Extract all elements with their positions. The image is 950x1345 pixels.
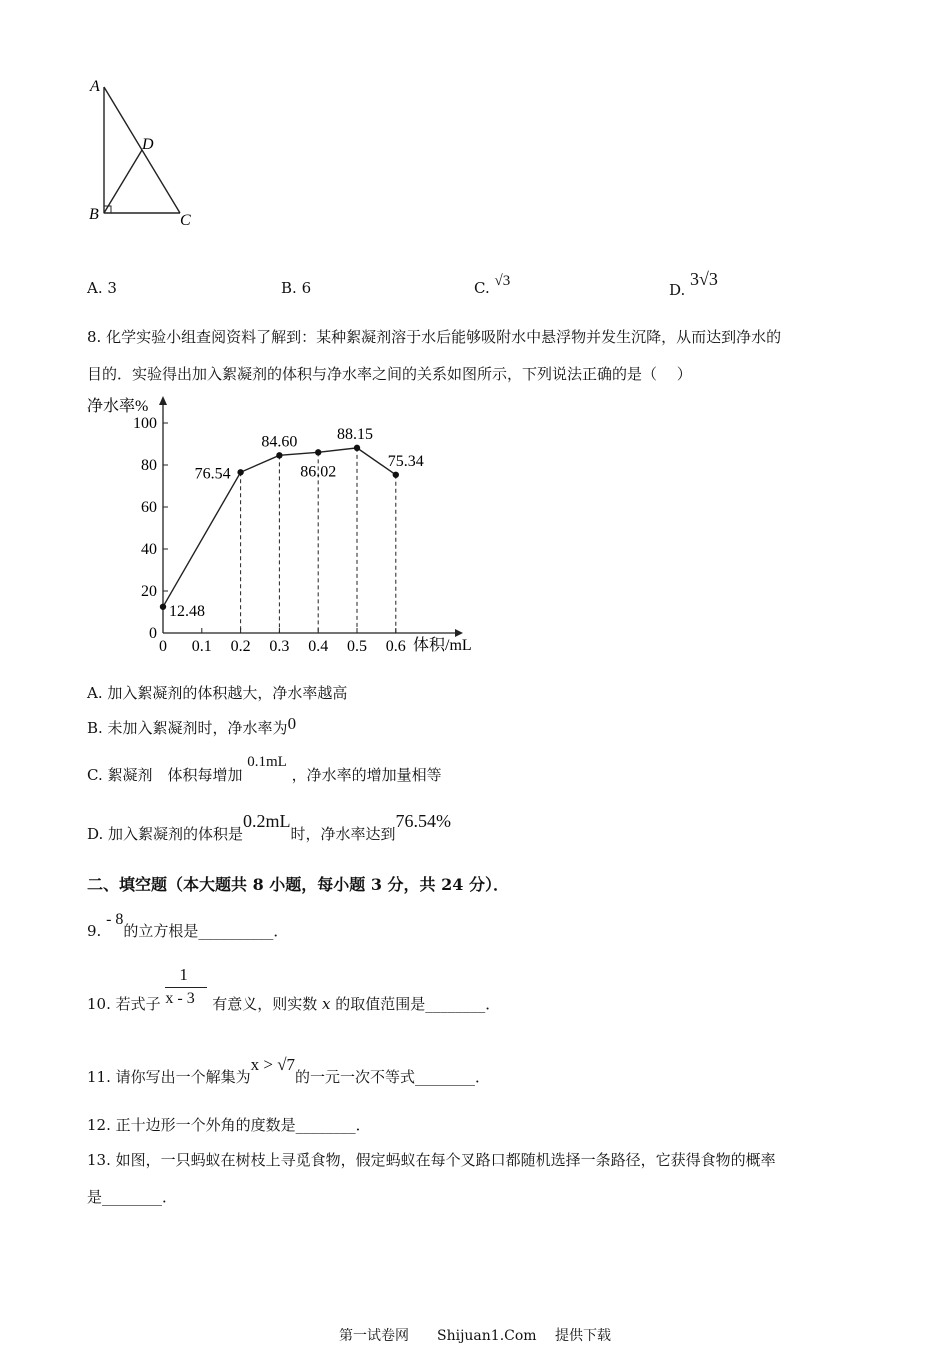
q7-option-a	[87, 279, 117, 297]
x-tick-label: 0.1	[191, 638, 212, 655]
variable: x	[321, 995, 331, 1013]
option-math: 76.54%	[395, 811, 452, 831]
data-label: 84.60	[261, 433, 298, 451]
x-tick-label: 0.5	[347, 638, 367, 655]
q13-line2: 是________．	[87, 1188, 178, 1206]
option-text: C. 絮凝剂 体积每增加	[87, 766, 243, 784]
option-math: 0.1mL	[247, 754, 287, 770]
q7-option-c	[474, 273, 511, 298]
data-label: 88.15	[337, 425, 373, 443]
option-text: B. 未加入絮凝剂时，净水率为	[87, 719, 288, 737]
y-tick-label: 0	[149, 625, 157, 642]
option-text: D. 加入絮凝剂的体积是	[87, 825, 244, 843]
y-axis-arrow-icon	[159, 396, 167, 405]
y-axis-label: 净水率%	[87, 398, 149, 415]
data-point	[160, 604, 166, 610]
option-text: ，净水率的增加量相等	[291, 766, 442, 784]
q8-option-d	[87, 811, 452, 844]
option-math: √3	[494, 273, 511, 289]
q9-math: - 8	[106, 911, 124, 928]
data-point	[393, 472, 399, 478]
q11-math: x > √7	[250, 1055, 296, 1074]
q8-option-a: A. 加入絮凝剂的体积越大，净水率越高	[87, 684, 348, 702]
fraction	[165, 965, 207, 1009]
q8-stem-line1: 8. 化学实验小组查阅资料了解到：某种絮凝剂溶于水后能够吸附水中悬浮物并发生沉降，从而达到净水的	[87, 328, 782, 346]
x-axis-label: 体积/mL	[413, 637, 472, 654]
q8-option-b	[87, 714, 297, 738]
vertex-label-d: D	[142, 136, 154, 153]
x-tick-label: 0.3	[269, 638, 290, 655]
option-value: 6	[301, 279, 312, 297]
fraction-numerator: 1	[179, 965, 188, 984]
y-tick-label: 100	[133, 415, 157, 432]
option-letter: A.	[87, 279, 103, 297]
question-text: 10. 若式子	[87, 995, 161, 1013]
data-point	[276, 452, 282, 458]
water-purification-chart	[85, 393, 485, 658]
y-tick-label: 20	[141, 583, 157, 600]
footer: 第一试卷网 Shijuan1.Com 提供下载	[338, 1328, 612, 1344]
vertex-label-c: C	[180, 212, 191, 229]
y-tick-label: 80	[141, 457, 157, 474]
data-label: 86.02	[300, 463, 337, 481]
fraction-bar	[165, 987, 207, 988]
q13-line1: 13. 如图，一只蚂蚁在树枝上寻觅食物，假定蚂蚁在每个叉路口都随机选择一条路径，它获得食物的概率	[87, 1151, 776, 1169]
x-tick-label: 0	[159, 638, 167, 655]
option-letter: D.	[669, 281, 686, 299]
data-point	[237, 469, 243, 475]
q9	[87, 911, 289, 941]
option-value: 3	[107, 279, 117, 297]
data-point	[315, 449, 321, 455]
q7-option-d	[669, 269, 718, 300]
q8-stem-line2: 目的．实验得出加入絮凝剂的体积与净水率之间的关系如图所示，下列说法正确的是（ ）	[87, 365, 692, 383]
data-label: 12.48	[169, 602, 205, 620]
option-math: 0	[287, 714, 297, 733]
data-label: 76.54	[194, 465, 231, 483]
x-tick-label: 0.2	[230, 638, 251, 655]
question-text: 的立方根是__________．	[123, 922, 289, 940]
q7-option-b	[281, 279, 311, 297]
option-letter: C.	[474, 279, 490, 297]
question-text: 有意义，则实数	[212, 995, 318, 1013]
fraction-denominator: x - 3	[165, 990, 195, 1007]
q10	[87, 965, 501, 1014]
option-math: 0.2mL	[243, 811, 291, 831]
q11	[87, 1055, 491, 1087]
q8-option-c	[87, 754, 442, 785]
y-tick-label: 60	[141, 499, 157, 516]
y-tick-label: 40	[141, 541, 157, 558]
question-text: 的一元一次不等式________．	[295, 1068, 491, 1086]
x-axis-arrow-icon	[455, 629, 463, 637]
question-text: 11. 请你写出一个解集为	[87, 1068, 251, 1086]
section-title: 二、填空题（本大题共 8 小题，每小题 3 分，共 24 分）．	[87, 875, 509, 894]
vertex-label-b: B	[89, 206, 99, 223]
q12: 12. 正十边形一个外角的度数是________．	[87, 1116, 371, 1134]
triangle-figure	[80, 75, 210, 235]
data-point	[354, 445, 360, 451]
option-text: 时，净水率达到	[290, 825, 396, 843]
vertex-label-a: A	[90, 78, 100, 95]
question-number: 9.	[87, 922, 102, 940]
x-tick-label: 0.4	[308, 638, 329, 655]
x-tick-label: 0.6	[385, 638, 406, 655]
data-label: 75.34	[387, 452, 424, 470]
question-text: 的取值范围是________．	[335, 995, 501, 1013]
option-letter: B.	[281, 279, 297, 297]
option-math: 3√3	[690, 269, 718, 289]
